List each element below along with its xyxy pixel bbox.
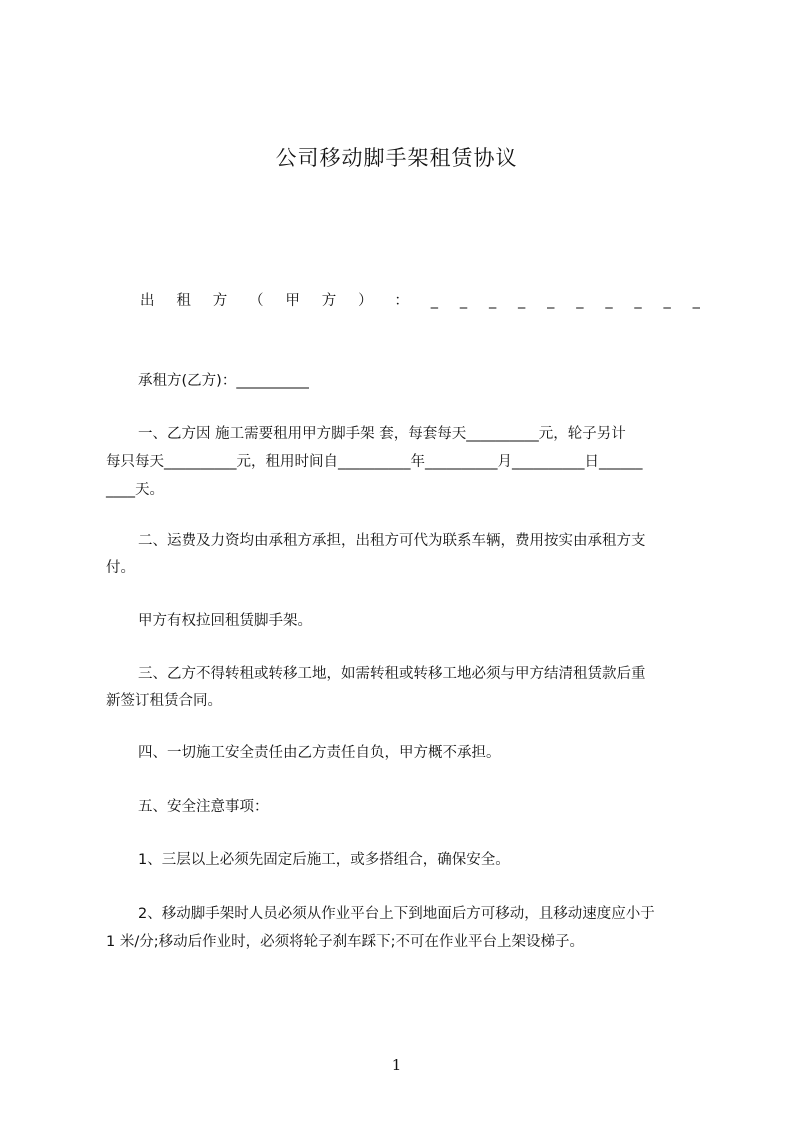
clause5-heading: 五、安全注意事项： (138, 799, 269, 815)
page-number: 1 (391, 1056, 402, 1074)
lessor-blank: _ (692, 293, 700, 309)
safety-item-2-line1: 2、移动脚手架时人员必须从作业平台上下到地面后方可移动，且移动速度应小于 (138, 906, 655, 922)
reclaim-line: 甲方有权拉回租赁脚手架。 (138, 613, 312, 629)
clause1-line2: 每只每天__________元，租用时间自__________年__________月__________日______ (106, 454, 643, 470)
lessor-blank: _ (459, 293, 468, 309)
lessor-char: ： (394, 293, 409, 309)
lessor-blank: _ (518, 293, 526, 309)
lessor-blank: _ (634, 293, 642, 309)
lessor-char: 甲 (285, 293, 300, 309)
clause3-line1: 三、乙方不得转租或转移工地，如需转租或转移工地必须与甲方结清租赁款后重 (138, 666, 646, 682)
lessor-char: 出 (140, 293, 155, 309)
lessor-char: ） (358, 293, 373, 309)
lessor-char: 方 (212, 293, 228, 309)
lessor-blank: _ (605, 293, 613, 309)
lessor-char: 租 (176, 293, 191, 309)
clause4-line: 四、一切施工安全责任由乙方责任自负，甲方概不承担。 (138, 745, 501, 761)
clause1-line1: 一、乙方因 施工需要租用甲方脚手架 套，每套每天__________元，轮子另计 (138, 426, 626, 442)
lessor-blank: _ (576, 293, 584, 309)
lessor-blank: _ (663, 293, 671, 309)
document-title: 公司移动脚手架租赁协议 (275, 146, 518, 170)
lessor-blank: _ (488, 293, 497, 309)
clause2-line2: 付。 (106, 560, 135, 576)
clause3-line2: 新签订租赁合同。 (106, 693, 222, 709)
lessor-blank: _ (547, 293, 555, 309)
clause1-line3: ____天。 (106, 482, 164, 498)
lessor-char: 方 (321, 293, 337, 309)
lessor-blank: _ (430, 293, 438, 309)
lessor-line (140, 291, 700, 311)
safety-item-1: 1、三层以上必须先固定后施工，或多搭组合，确保安全。 (138, 852, 510, 868)
clause2-line1: 二、运费及力资均由承租方承担，出租方可代为联系车辆，费用按实由承租方支 (138, 533, 646, 549)
safety-item-2-line2: 1 米/分;移动后作业时，必须将轮子刹车踩下;不可在作业平台上架设梯子。 (106, 934, 584, 950)
lessee-line: 承租方(乙方)：__________ (138, 373, 309, 389)
lessor-char: （ (249, 293, 264, 309)
